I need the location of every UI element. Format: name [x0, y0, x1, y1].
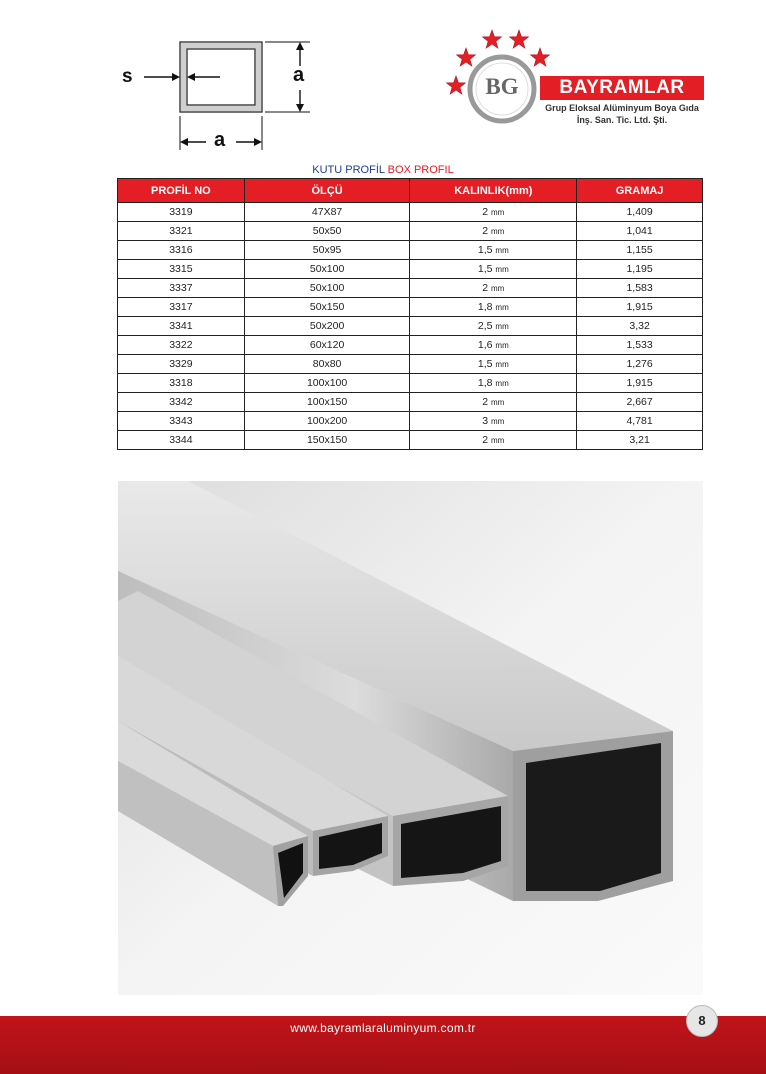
logo-subtitle-line1: Grup Eloksal Alüminyum Boya Gıda [545, 103, 699, 113]
olcu-cell-value: 50x150 [309, 301, 345, 313]
olcu-cell [244, 279, 410, 298]
unit-label: mm [491, 436, 505, 445]
olcu-cell-value: 47X87 [311, 206, 343, 218]
unit-label: mm [491, 398, 505, 407]
gramaj-cell-value: 1,155 [626, 244, 653, 256]
gramaj-cell-value: 1,276 [626, 358, 653, 370]
kalinlik-cell-value: 2 [482, 434, 489, 446]
profil-no-cell-value: 3316 [169, 244, 193, 256]
table-row [118, 279, 703, 298]
gramaj-cell-value: 3,21 [629, 434, 650, 446]
gramaj-cell-value: 1,583 [626, 282, 653, 294]
kalinlik-cell-value: 3 [482, 415, 489, 427]
olcu-cell [244, 431, 410, 450]
kalinlik-cell [410, 431, 577, 450]
header-gramaj: GRAMAJ [577, 179, 703, 203]
olcu-cell-value: 100x100 [306, 377, 348, 389]
olcu-cell [244, 298, 410, 317]
unit-label: mm [491, 208, 505, 217]
kalinlik-cell-value: 2 [482, 206, 489, 218]
gramaj-cell-value: 3,32 [629, 320, 650, 332]
profil-no-cell-value: 3317 [169, 301, 193, 313]
profil-no-cell [118, 203, 245, 222]
olcu-cell-value: 50x100 [309, 282, 345, 294]
profil-no-cell-value: 3321 [169, 225, 193, 237]
unit-label: mm [491, 284, 505, 293]
kalinlik-cell-value: 2 [482, 282, 489, 294]
profil-no-cell [118, 241, 245, 260]
table-caption [0, 164, 766, 176]
table-header-row [118, 179, 703, 203]
olcu-cell-value: 150x150 [306, 434, 348, 446]
unit-label: mm [495, 265, 509, 274]
olcu-cell [244, 336, 410, 355]
table-row [118, 260, 703, 279]
kalinlik-cell-value: 1,5 [477, 244, 493, 256]
gramaj-cell [577, 317, 703, 336]
olcu-cell [244, 241, 410, 260]
olcu-cell-value: 80x80 [312, 358, 342, 370]
table-row [118, 431, 703, 450]
gramaj-cell-value: 4,781 [626, 415, 653, 427]
profil-no-cell [118, 279, 245, 298]
gramaj-cell [577, 374, 703, 393]
olcu-cell-value: 50x95 [312, 244, 342, 256]
box-profile-diagram [110, 30, 330, 160]
olcu-cell [244, 222, 410, 241]
kalinlik-cell-value: 1,8 [477, 377, 493, 389]
kalinlik-cell-value: 1,8 [477, 301, 493, 313]
caption-en: BOX PROFIL [387, 164, 454, 176]
profil-no-cell-value: 3318 [169, 377, 193, 389]
table-row [118, 393, 703, 412]
olcu-cell [244, 374, 410, 393]
kalinlik-cell [410, 222, 577, 241]
kalinlik-cell [410, 393, 577, 412]
profil-no-cell-value: 3329 [169, 358, 193, 370]
kalinlik-cell-value: 2,5 [477, 320, 493, 332]
olcu-cell [244, 260, 410, 279]
olcu-cell [244, 393, 410, 412]
gramaj-cell-value: 1,533 [626, 339, 653, 351]
olcu-cell-value: 100x150 [306, 396, 348, 408]
table-row [118, 241, 703, 260]
profil-no-cell [118, 355, 245, 374]
table-row [118, 355, 703, 374]
kalinlik-cell [410, 317, 577, 336]
kalinlik-cell-value: 1,5 [477, 263, 493, 275]
gramaj-cell-value: 1,915 [626, 377, 653, 389]
table-row [118, 203, 703, 222]
gramaj-cell-value: 1,041 [626, 225, 653, 237]
profil-no-cell [118, 222, 245, 241]
page-number: 8 [686, 1005, 718, 1037]
kalinlik-cell [410, 355, 577, 374]
table-row [118, 222, 703, 241]
olcu-cell-value: 100x200 [306, 415, 348, 427]
diagram-label-s: s [122, 66, 133, 87]
diagram-label-a-bottom: a [214, 129, 226, 151]
profil-no-cell-value: 3344 [169, 434, 193, 446]
kalinlik-cell [410, 203, 577, 222]
profil-no-cell-value: 3319 [169, 206, 193, 218]
unit-label: mm [495, 322, 509, 331]
gramaj-cell [577, 279, 703, 298]
kalinlik-cell [410, 279, 577, 298]
profil-no-cell-value: 3342 [169, 396, 193, 408]
profil-no-cell [118, 336, 245, 355]
olcu-cell [244, 203, 410, 222]
profil-no-cell [118, 298, 245, 317]
gramaj-cell [577, 260, 703, 279]
kalinlik-cell [410, 241, 577, 260]
olcu-cell-value: 50x200 [309, 320, 345, 332]
gramaj-cell [577, 222, 703, 241]
header-olcu: ÖLÇÜ [244, 179, 410, 203]
unit-label: mm [495, 360, 509, 369]
logo-subtitle-line2: İnş. San. Tic. Ltd. Şti. [576, 115, 668, 125]
table-row [118, 317, 703, 336]
profil-no-cell [118, 393, 245, 412]
profil-no-cell-value: 3337 [169, 282, 193, 294]
header-kalinlik: KALINLIK(mm) [410, 179, 577, 203]
gramaj-cell [577, 431, 703, 450]
gramaj-cell [577, 298, 703, 317]
gramaj-cell [577, 393, 703, 412]
profil-no-cell [118, 317, 245, 336]
olcu-cell-value: 60x120 [309, 339, 345, 351]
gramaj-cell [577, 203, 703, 222]
footer-website-link[interactable]: www.bayramlaraluminyum.com.tr [290, 1021, 476, 1035]
gramaj-cell-value: 1,195 [626, 263, 653, 275]
kalinlik-cell [410, 336, 577, 355]
olcu-cell [244, 412, 410, 431]
profil-no-cell [118, 431, 245, 450]
profile-table [117, 178, 703, 450]
gramaj-cell-value: 1,409 [626, 206, 653, 218]
table-row [118, 412, 703, 431]
olcu-cell-value: 50x50 [312, 225, 342, 237]
gramaj-cell [577, 412, 703, 431]
profil-no-cell [118, 260, 245, 279]
profil-no-cell [118, 374, 245, 393]
unit-label: mm [495, 246, 509, 255]
profil-no-cell-value: 3322 [169, 339, 193, 351]
unit-label: mm [491, 227, 505, 236]
olcu-cell [244, 317, 410, 336]
kalinlik-cell [410, 412, 577, 431]
caption-tr: KUTU PROFİL [312, 164, 385, 176]
logo-company-name: BAYRAMLAR [540, 76, 704, 100]
olcu-cell [244, 355, 410, 374]
unit-label: mm [495, 341, 509, 350]
table-row [118, 336, 703, 355]
kalinlik-cell-value: 2 [482, 225, 489, 237]
header-profil-no: PROFİL NO [118, 179, 245, 203]
table-row [118, 374, 703, 393]
diagram-label-a-side: a [293, 64, 305, 86]
aluminium-box-profiles-photo [118, 481, 703, 995]
profil-no-cell-value: 3315 [169, 263, 193, 275]
gramaj-cell-value: 1,915 [626, 301, 653, 313]
unit-label: mm [491, 417, 505, 426]
kalinlik-cell [410, 374, 577, 393]
olcu-cell-value: 50x100 [309, 263, 345, 275]
profil-no-cell [118, 412, 245, 431]
kalinlik-cell [410, 260, 577, 279]
logo-initials: BG [485, 74, 519, 99]
profil-no-cell-value: 3341 [169, 320, 193, 332]
gramaj-cell [577, 336, 703, 355]
unit-label: mm [495, 303, 509, 312]
kalinlik-cell-value: 2 [482, 396, 489, 408]
unit-label: mm [495, 379, 509, 388]
kalinlik-cell-value: 1,5 [477, 358, 493, 370]
kalinlik-cell [410, 298, 577, 317]
gramaj-cell [577, 355, 703, 374]
gramaj-cell [577, 241, 703, 260]
table-row [118, 298, 703, 317]
gramaj-cell-value: 2,667 [626, 396, 653, 408]
profil-no-cell-value: 3343 [169, 415, 193, 427]
kalinlik-cell-value: 1,6 [477, 339, 493, 351]
